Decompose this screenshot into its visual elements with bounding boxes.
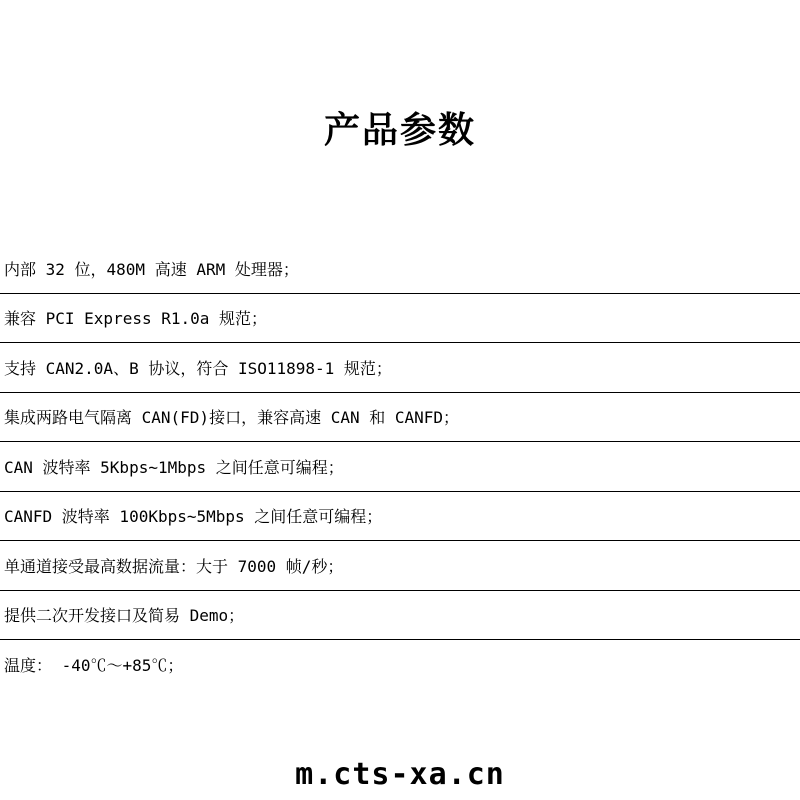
spec-item-data-throughput: 单通道接受最高数据流量：大于 7000 帧/秒； [0, 541, 800, 591]
spec-item-temperature: 温度： -40℃～+85℃； [4, 656, 184, 676]
spec-item-canfd-baudrate: CANFD 波特率 100Kbps~5Mbps 之间任意可编程； [0, 492, 800, 542]
spec-item-can-protocol: 支持 CAN2.0A、B 协议，符合 ISO11898-1 规范； [0, 343, 800, 393]
page-title: 产品参数 [323, 110, 476, 151]
spec-item-pci-express: 兼容 PCI Express R1.0a 规范； [0, 294, 800, 344]
footer-website-url: m.cts-xa.cn [295, 757, 505, 792]
spec-list [0, 244, 800, 690]
spec-item-can-baudrate: CAN 波特率 5Kbps~1Mbps 之间任意可编程； [0, 442, 800, 492]
spec-item-dev-interface: 提供二次开发接口及简易 Demo； [0, 591, 800, 641]
spec-item-isolated-interfaces: 集成两路电气隔离 CAN(FD)接口，兼容高速 CAN 和 CANFD； [0, 393, 800, 443]
spec-item-processor: 内部 32 位，480M 高速 ARM 处理器； [0, 244, 800, 294]
